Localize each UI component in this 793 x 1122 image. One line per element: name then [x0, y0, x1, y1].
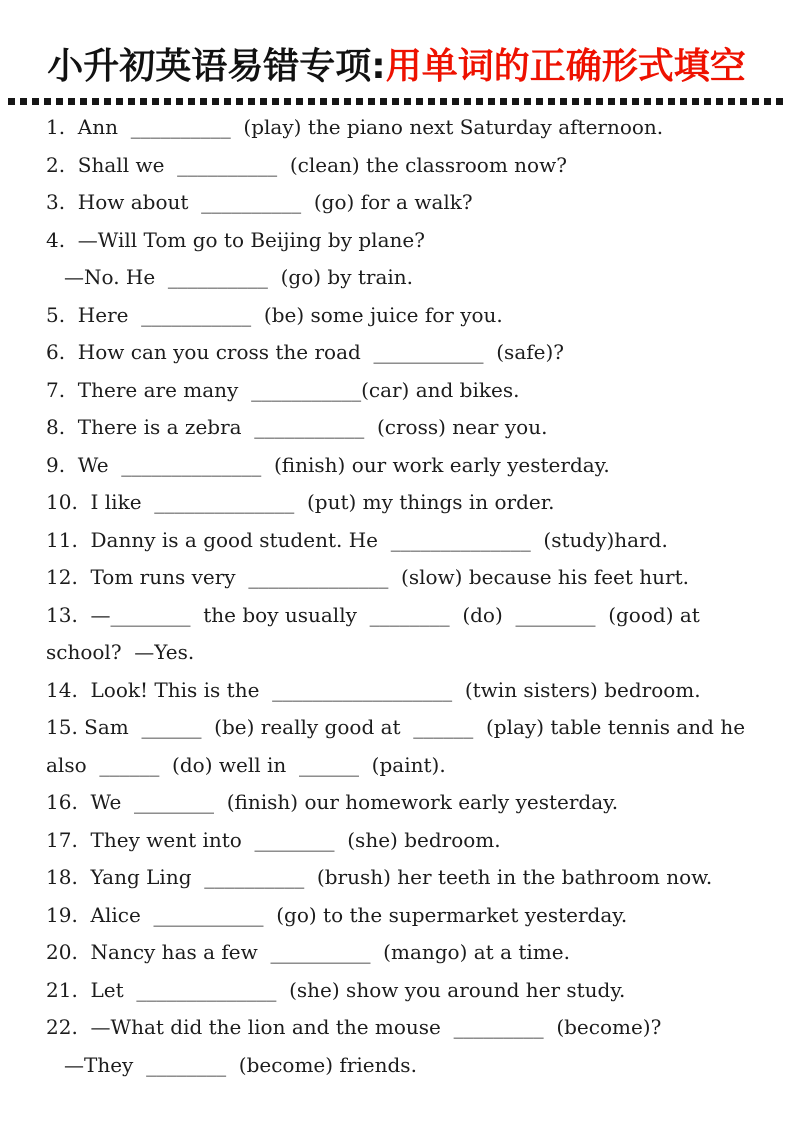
exercise-item-14: 14. Look! This is the __________________ (twin sisters) bedroom.	[46, 677, 701, 702]
page-title-black-part: 小升初英语易错专项:	[47, 46, 386, 87]
exercise-item-4-question: 4. —Will Tom go to Beijing by plane?	[46, 227, 425, 252]
exercise-item-18: 18. Yang Ling __________ (brush) her teeth in the bathroom now.	[46, 865, 713, 889]
exercise-item-17: 17. They went into ________ (she) bedroom.	[46, 827, 501, 852]
exercise-list	[0, 105, 793, 1084]
exercise-item-15: 15. Sam ______ (be) really good at ______ (play) table tennis and he	[46, 715, 746, 739]
exercise-item-7: 7. There are many ___________(car) and bikes.	[46, 377, 520, 402]
dotted-divider-rule	[8, 98, 785, 105]
exercise-item-6: 6. How can you cross the road ___________ (safe)?	[46, 340, 565, 364]
page-title-red-part: 用单词的正确形式填空	[385, 46, 746, 87]
exercise-item-5: 5. Here ___________ (be) some juice for you.	[46, 302, 503, 327]
exercise-item-10: 10. I like ______________ (put) my things in order.	[46, 490, 555, 514]
exercise-item-11: 11. Danny is a good student. He ______________ (study)hard.	[46, 527, 668, 552]
exercise-item-3: 3. How about __________ (go) for a walk?	[46, 190, 473, 214]
exercise-item-20: 20. Nancy has a few __________ (mango) at a time.	[46, 940, 570, 964]
exercise-item-13: 13. —________ the boy usually ________ (do) ________ (good) at	[46, 602, 700, 627]
exercise-item-12: 12. Tom runs very ______________ (slow) because his feet hurt.	[46, 565, 690, 589]
exercise-item-15-wrap: also ______ (do) well in ______ (paint).	[46, 752, 446, 777]
exercise-item-13-wrap: school? —Yes.	[46, 640, 195, 664]
exercise-item-2: 2. Shall we __________ (clean) the classroom now?	[46, 152, 567, 177]
exercise-item-21: 21. Let ______________ (she) show you around her study.	[46, 977, 626, 1002]
exercise-item-16: 16. We ________ (finish) our homework early yesterday.	[46, 790, 619, 814]
exercise-item-8: 8. There is a zebra ___________ (cross) near you.	[46, 415, 548, 439]
page-title	[0, 0, 793, 90]
exercise-item-9: 9. We ______________ (finish) our work early yesterday.	[46, 452, 610, 477]
exercise-item-1: 1. Ann __________ (play) the piano next Saturday afternoon.	[46, 115, 664, 139]
exercise-item-22-question: 22. —What did the lion and the mouse _________ (become)?	[46, 1015, 662, 1039]
exercise-item-19: 19. Alice ___________ (go) to the supermarket yesterday.	[46, 902, 628, 927]
exercise-item-22-reply: —They ________ (become) friends.	[64, 1052, 417, 1077]
exercise-item-4-reply: —No. He __________ (go) by train.	[64, 265, 414, 289]
